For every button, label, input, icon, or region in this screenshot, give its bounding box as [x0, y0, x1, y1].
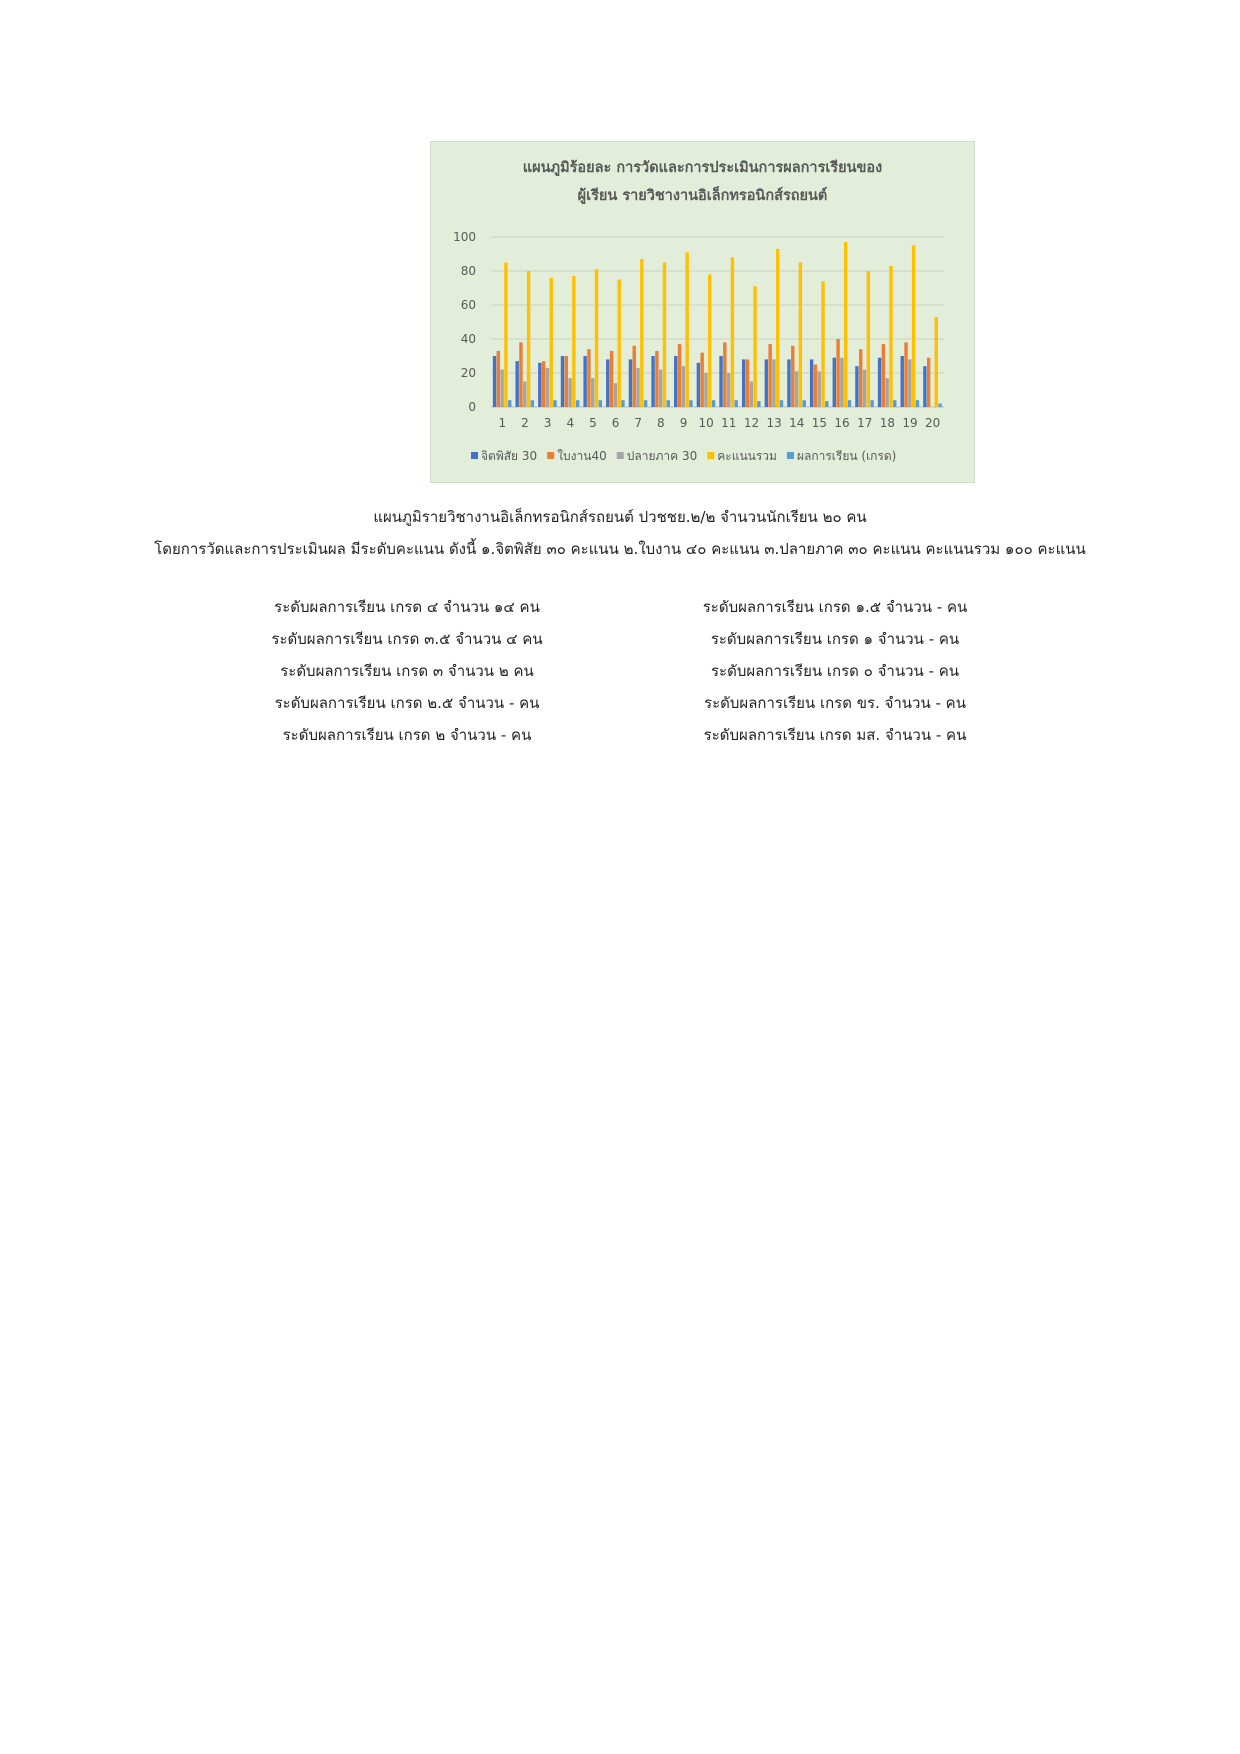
bar: [742, 359, 745, 407]
bar: [885, 378, 888, 407]
bar: [791, 346, 794, 407]
bar: [870, 400, 873, 407]
bar: [572, 276, 575, 407]
bar: [531, 400, 534, 407]
bar: [565, 356, 568, 407]
bar: [753, 286, 756, 407]
bar: [757, 401, 760, 407]
bar: [938, 404, 941, 407]
bar: [583, 356, 586, 407]
bar: [935, 317, 938, 407]
bar: [731, 257, 734, 407]
x-tick-label: 6: [611, 416, 620, 430]
bar: [889, 266, 892, 407]
x-tick-label: 16: [834, 416, 850, 430]
legend-swatch: [617, 452, 624, 459]
bar: [719, 356, 722, 407]
bar: [519, 342, 522, 407]
x-tick-label: 15: [811, 416, 828, 430]
grade-summary-item: ระดับผลการเรียน เกรด มส. จำนวน - คน: [703, 726, 967, 744]
bar: [848, 400, 851, 407]
bar: [500, 370, 503, 407]
bar: [735, 400, 738, 407]
bar: [855, 366, 858, 407]
y-tick-label: 100: [453, 230, 476, 244]
x-tick-label: 3: [543, 416, 552, 430]
grade-summary-item: ระดับผลการเรียน เกรด ๔ จำนวน ๑๔ คน: [274, 598, 540, 616]
bar: [550, 278, 553, 407]
x-tick-label: 11: [721, 416, 737, 430]
grade-summary-item: ระดับผลการเรียน เกรด ๑.๕ จำนวน - คน: [702, 598, 968, 616]
grade-summary-item: ระดับผลการเรียน เกรด ๐ จำนวน - คน: [711, 662, 959, 680]
chart-caption: แผนภูมิรายวิชางานอิเล็กทรอนิกส์รถยนต์ ปวชชย.๒/๒ จำนวนนักเรียน ๒๐ คน: [373, 508, 867, 526]
x-tick-label: 12: [743, 416, 760, 430]
bar: [599, 400, 602, 407]
bar: [561, 356, 564, 407]
legend-swatch: [707, 452, 714, 459]
bar: [916, 400, 919, 407]
bar: [704, 373, 707, 407]
bar: [840, 358, 843, 407]
grade-summary-item: ระดับผลการเรียน เกรด ๑ จำนวน - คน: [710, 630, 960, 648]
bar: [799, 263, 802, 408]
bar: [746, 359, 749, 407]
bar: [700, 353, 703, 407]
y-tick-label: 60: [460, 298, 476, 312]
bar: [712, 400, 715, 407]
bar: [591, 378, 594, 407]
bar: [497, 351, 500, 407]
bar: [772, 359, 775, 407]
bar: [825, 401, 828, 407]
x-tick-label: 1: [498, 416, 507, 430]
bar: [776, 249, 779, 407]
grade-summary-item: ระดับผลการเรียน เกรด ๓ จำนวน ๒ คน: [280, 662, 534, 680]
bar: [678, 344, 681, 407]
bar: [667, 400, 670, 407]
bar: [912, 246, 915, 408]
x-tick-label: 5: [589, 416, 597, 430]
legend-label: ผลการเรียน (เกรด): [796, 449, 897, 463]
bar: [674, 356, 677, 407]
legend-swatch: [547, 452, 554, 459]
bar: [904, 342, 907, 407]
bar: [882, 344, 885, 407]
chart-container: [430, 141, 975, 483]
bar: [859, 349, 862, 407]
bar: [617, 280, 620, 408]
bar: [685, 252, 688, 407]
bar: [629, 359, 632, 407]
x-tick-label: 8: [657, 416, 665, 430]
bar: [504, 263, 507, 408]
bar: [553, 400, 556, 407]
grade-list-right: [625, 591, 1045, 751]
x-tick-label: 14: [789, 416, 805, 430]
bar: [723, 342, 726, 407]
bar: [689, 400, 692, 407]
bar: [878, 358, 881, 407]
x-tick-label: 20: [925, 416, 941, 430]
legend-label: ปลายภาค 30: [626, 449, 698, 463]
legend-label: คะแนนรวม: [717, 449, 777, 463]
bar: [538, 363, 541, 407]
bar: [610, 351, 613, 407]
bar: [595, 269, 598, 407]
legend-label: ใบงาน40: [557, 449, 607, 463]
bar: [542, 361, 545, 407]
grade-summary-item: ระดับผลการเรียน เกรด ๒.๕ จำนวน - คน: [274, 694, 540, 712]
bar: [802, 400, 805, 407]
bar: [818, 371, 821, 407]
bar: [546, 368, 549, 407]
x-tick-label: 17: [857, 416, 873, 430]
y-tick-label: 0: [468, 400, 476, 414]
bar: [893, 400, 896, 407]
bar: [659, 370, 662, 407]
bar: [787, 359, 790, 407]
bar: [568, 378, 571, 407]
bar: [844, 242, 847, 407]
legend-label: จิตพิสัย 30: [481, 449, 538, 463]
bar: [836, 339, 839, 407]
x-tick-label: 9: [679, 416, 688, 430]
x-tick-label: 10: [698, 416, 714, 430]
legend-swatch: [787, 452, 794, 459]
bar: [508, 400, 511, 407]
bar: [768, 344, 771, 407]
bar: [651, 356, 654, 407]
bar: [821, 281, 824, 407]
bar: [640, 259, 643, 407]
grade-summary-item: ระดับผลการเรียน เกรด ขร. จำนวน - คน: [704, 694, 966, 712]
bar: [795, 371, 798, 407]
bar: [606, 359, 609, 407]
bar: [927, 358, 930, 407]
chart-title-line-2: ผู้เรียน รายวิชางานอิเล็กทรอนิกส์รถยนต์: [577, 188, 828, 204]
bar: [655, 351, 658, 407]
y-tick-label: 20: [460, 366, 476, 380]
bar: [901, 356, 904, 407]
bar: [515, 361, 518, 407]
x-tick-label: 2: [521, 416, 529, 430]
bar: [727, 373, 730, 407]
x-tick-label: 18: [879, 416, 896, 430]
bar: [527, 271, 530, 407]
bar: [908, 359, 911, 407]
x-tick-label: 13: [766, 416, 782, 430]
bar: [863, 370, 866, 407]
bar: [621, 400, 624, 407]
chart-title: [431, 154, 974, 210]
chart-title-line-1: แผนภูมิร้อยละ การวัดและการประเมินการผลการเรียนของ: [522, 160, 883, 176]
grade-summary-item: ระดับผลการเรียน เกรด ๓.๕ จำนวน ๔ คน: [271, 630, 543, 648]
bar: [708, 274, 711, 407]
bar: [633, 346, 636, 407]
bar: [780, 400, 783, 407]
bar: [923, 366, 926, 407]
grade-list-left: [197, 591, 617, 751]
bar: [833, 358, 836, 407]
bar: [810, 359, 813, 407]
x-tick-label: 19: [902, 416, 918, 430]
grade-summary-item: ระดับผลการเรียน เกรด ๒ จำนวน - คน: [282, 726, 532, 744]
bar: [663, 263, 666, 408]
x-tick-label: 7: [634, 416, 643, 430]
y-tick-label: 80: [460, 264, 476, 278]
bar: [493, 356, 496, 407]
bar: [765, 359, 768, 407]
bar: [614, 383, 617, 407]
bar: [576, 400, 579, 407]
bar: [682, 366, 685, 407]
legend-swatch: [471, 452, 478, 459]
bar: [697, 363, 700, 407]
bar: [750, 382, 753, 408]
bar: [523, 382, 526, 408]
x-tick-label: 4: [566, 416, 575, 430]
y-tick-label: 40: [460, 332, 476, 346]
bar: [636, 368, 639, 407]
bar: [587, 349, 590, 407]
bar: [644, 400, 647, 407]
bar: [814, 365, 817, 408]
assessment-description: โดยการวัดและการประเมินผล มีระดับคะแนน ดังนี้ ๑.จิตพิสัย ๓๐ คะแนน ๒.ใบงาน ๔๐ คะแนน ๓.ปลายภาค ๓๐ คะแนน คะแนนรวม ๑๐๐ คะแนน: [154, 540, 1086, 558]
bar: [867, 271, 870, 407]
